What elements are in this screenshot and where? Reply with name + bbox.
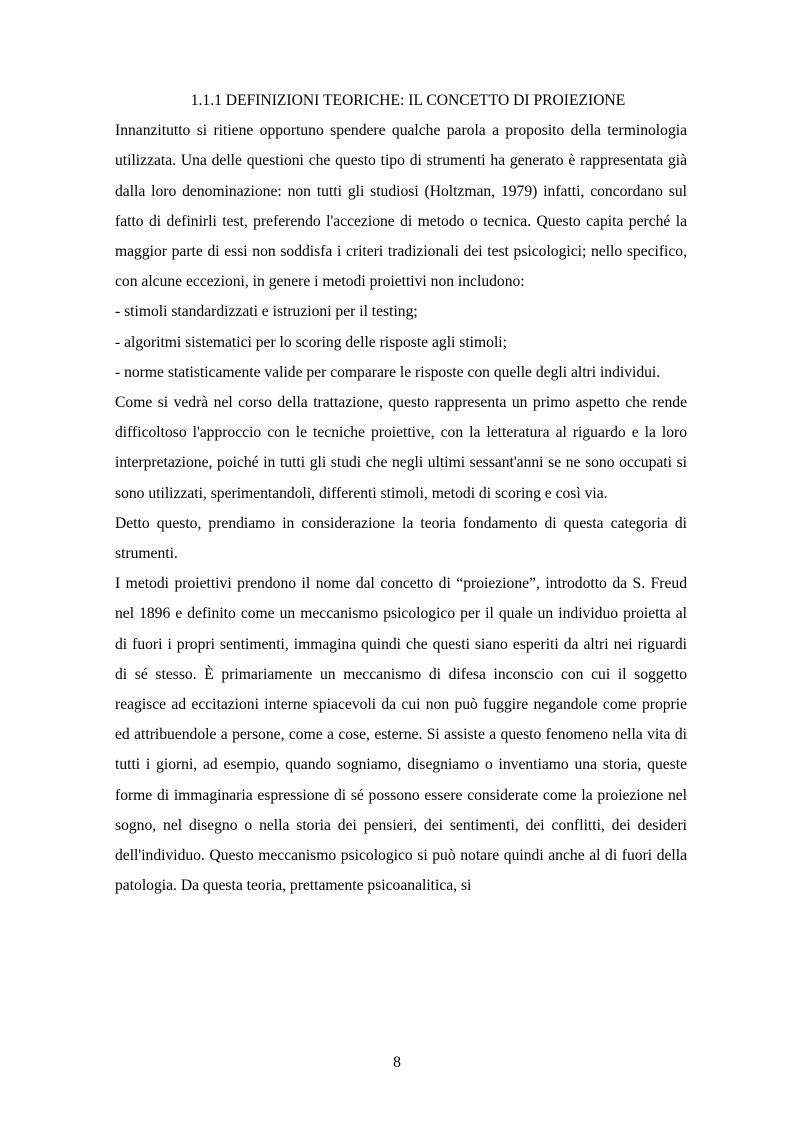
section-heading: 1.1.1 DEFINIZIONI TEORICHE: IL CONCETTO DI PROIEZIONE bbox=[190, 92, 626, 109]
page-body bbox=[115, 86, 687, 901]
list-item-algoritmi: - algoritmi sistematici per lo scoring delle risposte agli stimoli; bbox=[115, 333, 507, 351]
list-item-stimoli: - stimoli standardizzati e istruzioni per il testing; bbox=[115, 303, 418, 321]
paragraph-intro: Innanzitutto si ritiene opportuno spendere qualche parola a proposito della terminologia utilizzata. Una delle questioni che questo tipo di strumenti ha generato è rappresentata già dalla loro denominazione: non tutti gli studiosi (Holtzman, 1979) infatti, concordano sul fatto di definirli test, preferendo l'accezione di metodo o tecnica. Questo capita perché la maggior parte di essi non soddisfa i criteri tradizionali dei test psicologici; nello specifico, con alcune eccezioni, in genere i metodi proiettivi non includono: bbox=[115, 122, 687, 291]
page-number: 8 bbox=[393, 1054, 401, 1071]
paragraph-proiezione: I metodi proiettivi prendono il nome dal concetto di “proiezione”, introdotto da S. Freud nel 1896 e definito come un meccanismo psicologico per il quale un individuo proietta al di fuori i propri sentimenti, immagina quindi che questi siano esperiti da altri nei riguardi di sé stesso. È primariamente un meccanismo di difesa inconscio con cui il soggetto reagisce ad eccitazioni interne spiacevoli da cui non può fuggire negandole come proprie ed attribuendole a persone, come a cose, esterne. Si assiste a questo fenomeno nella vita di tutti i giorni, ad esempio, quando sogniamo, disegniamo o inventiamo una storia, queste forme di immaginaria espressione di sé possono essere considerate come la proiezione nel sogno, nel disegno o nella storia dei pensieri, dei sentimenti, dei conflitti, dei desideri dell'individuo. Questo meccanismo psicologico si può notare quindi anche al di fuori della patologia. Da questa teoria, prettamente psicoanalitica, si bbox=[115, 575, 687, 895]
paragraph-trattazione: Come si vedrà nel corso della trattazione, questo rappresenta un primo aspetto che rende difficoltoso l'approccio con le tecniche proiettive, con la letteratura al riguardo e la loro interpretazione, poiché in tutti gli studi che negli ultimi sessant'anni se ne sono occupati si sono utilizzati, sperimentandoli, differenti stimoli, metodi di scoring e così via. bbox=[115, 394, 687, 502]
paragraph-detto-questo: Detto questo, prendiamo in considerazione la teoria fondamento di questa categoria di strumenti. bbox=[115, 514, 687, 563]
list-item-norme: - norme statisticamente valide per comparare le risposte con quelle degli altri individui. bbox=[115, 363, 661, 381]
